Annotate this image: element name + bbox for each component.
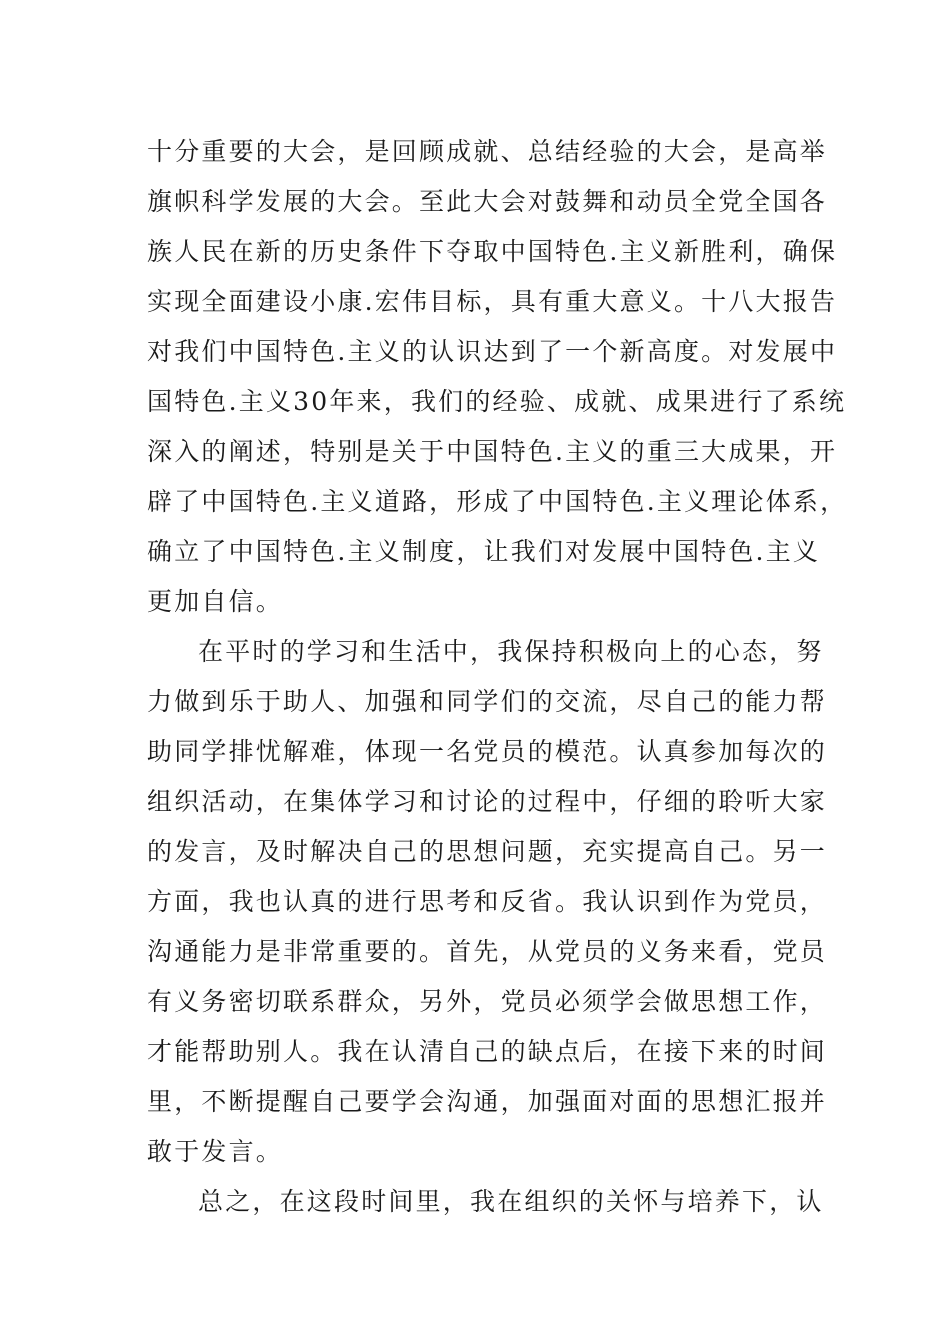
text-line: 的发言，及时解决自己的思想问题，充实提高自己。另一: [147, 837, 828, 866]
paragraph-first-line: 总之，在这段时间里，我在组织的关怀与培养下，认: [198, 1187, 824, 1216]
text-line: 力做到乐于助人、加强和同学们的交流，尽自己的能力帮: [147, 687, 828, 716]
text-line: 十分重要的大会，是回顾成就、总结经验的大会，是高举: [147, 137, 828, 166]
text-line: 辟了中国特色.主义道路，形成了中国特色.主义理论体系，: [147, 487, 848, 516]
text-line: 对我们中国特色.主义的认识达到了一个新高度。对发展中: [147, 337, 838, 366]
text-line: 方面，我也认真的进行思考和反省。我认识到作为党员，: [147, 887, 828, 916]
text-line: 助同学排忧解难，体现一名党员的模范。认真参加每次的: [147, 737, 828, 766]
text-line: 更加自信。: [147, 587, 284, 616]
text-line: 有义务密切联系群众，另外，党员必须学会做思想工作，: [147, 987, 828, 1016]
text-line: 里，不断提醒自己要学会沟通，加强面对面的思想汇报并: [147, 1087, 828, 1116]
text-line: 实现全面建设小康.宏伟目标，具有重大意义。十八大报告: [147, 287, 838, 316]
text-line: 国特色.主义30年来，我们的经验、成就、成果进行了系统: [147, 387, 847, 416]
text-line: 沟通能力是非常重要的。首先，从党员的义务来看，党员: [147, 937, 828, 966]
text-line: 族人民在新的历史条件下夺取中国特色.主义新胜利，确保: [147, 237, 838, 266]
text-line: 确立了中国特色.主义制度，让我们对发展中国特色.主义: [147, 537, 821, 566]
text-line: 才能帮助别人。我在认清自己的缺点后，在接下来的时间: [147, 1037, 828, 1066]
paragraph-first-line: 在平时的学习和生活中，我保持积极向上的心态，努: [198, 637, 824, 666]
text-line: 深入的阐述，特别是关于中国特色.主义的重三大成果，开: [147, 437, 838, 466]
text-line: 敢于发言。: [147, 1137, 284, 1166]
text-line: 旗帜科学发展的大会。至此大会对鼓舞和动员全党全国各: [147, 187, 828, 216]
text-line: 组织活动，在集体学习和讨论的过程中，仔细的聆听大家: [147, 787, 828, 816]
